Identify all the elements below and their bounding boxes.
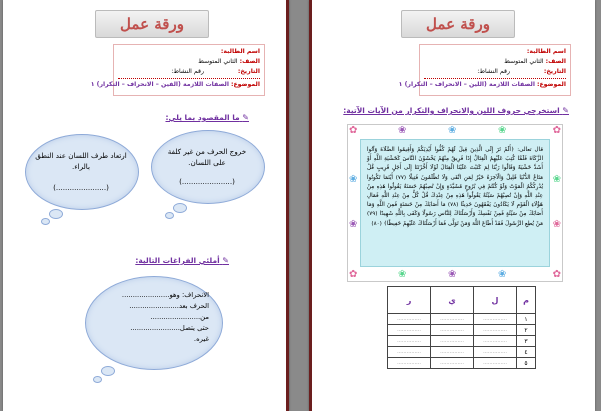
letters-table — [387, 286, 536, 369]
name-label: اسم الطالبة: — [526, 48, 566, 55]
worksheet-page-left — [3, 0, 289, 411]
verses-text: قال تعالى: ﴿أَلَمْ تَرَ إِلَى الَّذِينَ قِيلَ لَهُمْ كُفُّوا أَيْدِيَكُمْ وَأَقِيمُوا الصَّلَاةَ وَآتُوا الزَّكَاةَ فَلَمَّا كُتِبَ عَلَيْهِمُ الْقِتَالُ إِذَا فَرِيقٌ مِنْهُمْ يَخْشَوْنَ النَّاسَ كَخَشْيَةِ اللَّهِ أَوْ أَشَدَّ خَشْيَةً وَقَالُوا رَبَّنَا لِمَ كَتَبْتَ عَلَيْنَا الْقِتَالَ لَوْلَا أَخَّرْتَنَا إِلَى أَجَلٍ قَرِيبٍ قُلْ مَتَاعُ الدُّنْيَا قَلِيلٌ وَالْآخِرَةُ خَيْرٌ لِمَنِ اتَّقَى وَلَا تُظْلَمُونَ فَتِيلًا (٧٧) أَيْنَمَا تَكُونُوا يُدْرِكْكُمُ الْمَوْتُ وَلَوْ كُنْتُمْ فِي بُرُوجٍ مُشَيَّدَةٍ وَإِنْ تُصِبْهُمْ حَسَنَةٌ يَقُولُوا هَذِهِ مِنْ عِنْدِ اللَّهِ وَإِنْ تُصِبْهُمْ سَيِّئَةٌ يَقُولُوا هَذِهِ مِنْ عِنْدِكَ قُلْ كُلٌّ مِنْ عِنْدِ اللَّهِ فَمَالِ هَؤُلَاءِ الْقَوْمِ لَا يَكَادُونَ يَفْقَهُونَ حَدِيثًا (٧٨) مَا أَصَابَكَ مِنْ حَسَنَةٍ فَمِنَ اللَّهِ وَمَا أَصَابَكَ مِنْ سَيِّئَةٍ فَمِنْ نَفْسِكَ وَأَرْسَلْنَاكَ لِلنَّاسِ رَسُولًا وَكَفَى بِاللَّهِ شَهِيدًا (٧٩) مَنْ يُطِعِ الرَّسُولَ فَقَدْ أَطَاعَ اللَّهَ وَمَنْ تَوَلَّى فَمَا أَرْسَلْنَاكَ عَلَيْهِمْ حَفِيظًا﴾ (٨٠) — [367, 147, 543, 227]
grade-label: الصف: — [239, 58, 260, 65]
table-row: ١ ............... ............... ............... — [388, 314, 536, 325]
definition-left-blank: (......................) — [53, 183, 109, 192]
fill-line: حتى يتصل....................... — [130, 324, 209, 332]
verses-frame — [347, 124, 563, 282]
name-label: اسم الطالبة: — [220, 48, 260, 55]
table-row: ٥ ............... ............... ............... — [388, 358, 536, 369]
grade-value: الثاني المتوسط — [198, 58, 238, 65]
flower-icon: ✿ — [349, 269, 358, 280]
table-row: ٢ ............... ............... ............... — [388, 325, 536, 336]
fill-line: الانحراف: وهو...................... — [121, 291, 209, 299]
grade-label: الصف: — [545, 58, 566, 65]
page-border — [309, 0, 312, 411]
flower-icon: ✿ — [552, 269, 561, 280]
flower-icon: ❀ — [498, 269, 507, 280]
table-header: م — [517, 287, 536, 314]
cloud-bubble — [173, 203, 187, 213]
flower-icon: ❀ — [349, 219, 358, 230]
definition-left-text: ارتعاد طرف اللسان عند النطق بالراء. — [35, 151, 127, 171]
verses-box — [360, 139, 550, 267]
cloud-bubble — [165, 212, 174, 219]
definition-right-text: خروج الحرف من غير كلفة على اللسان. — [167, 147, 247, 167]
table-row: ٣ ............... ............... ............... — [388, 336, 536, 347]
page-title: ورقة عمل — [401, 10, 515, 38]
flower-icon: ❀ — [498, 125, 507, 136]
date-label: التاريخ: — [543, 68, 566, 75]
cloud-bubble — [49, 209, 63, 219]
page-border — [286, 0, 289, 411]
flower-icon: ✿ — [349, 125, 358, 136]
pencil-icon: ✎ — [222, 256, 229, 265]
activity-label: رقم النشاط: — [477, 68, 510, 75]
flower-icon: ❀ — [398, 125, 407, 136]
table-header: ر — [388, 287, 431, 314]
fill-line: الحرف بعد....................... — [129, 302, 209, 310]
flower-icon: ❀ — [349, 174, 358, 185]
page-title: ورقة عمل — [95, 10, 209, 38]
definition-right-blank: (......................) — [179, 177, 235, 186]
question-2-title: ✎ أملئي الفراغات التالية: — [135, 256, 229, 265]
table-row: ٤ ............... ............... ............... — [388, 347, 536, 358]
grade-value: الثاني المتوسط — [504, 58, 544, 65]
fill-blanks-lines — [99, 290, 209, 345]
cloud-bubble — [41, 218, 50, 225]
table-header: ي — [431, 287, 474, 314]
flower-icon: ❀ — [398, 269, 407, 280]
question-1-title: ✎ ما المقصود بما يلي: — [165, 113, 249, 122]
worksheet-page-right — [309, 0, 595, 411]
subject-label: الموضوع: — [230, 81, 260, 88]
flower-icon: ❀ — [552, 174, 561, 185]
cloud-bubble — [101, 366, 115, 376]
definition-cloud-left — [25, 134, 139, 210]
subject-value: الصفات اللازمة (الفين – الانحراف – التكرار) ١ — [90, 81, 229, 88]
subject-value: الصفات اللازمة (اللين – الانحراف – التكرار) ١ — [398, 81, 535, 88]
student-info-box — [90, 44, 265, 96]
question-title: ✎ استخرجي حروف اللين والانحراف والتكرار من الآيات الآتية: — [343, 106, 569, 115]
pencil-icon: ✎ — [242, 113, 249, 122]
flower-icon: ❀ — [552, 219, 561, 230]
activity-label: رقم النشاط: — [171, 68, 204, 75]
fill-line: من....................... — [150, 313, 209, 321]
cloud-bubble — [93, 376, 102, 383]
student-info-box — [398, 44, 571, 96]
pencil-icon: ✎ — [562, 106, 569, 115]
flower-icon: ❀ — [448, 125, 457, 136]
table-header: ل — [474, 287, 517, 314]
fill-line: غيره. — [193, 335, 209, 343]
flower-icon: ✿ — [552, 125, 561, 136]
flower-icon: ❀ — [448, 269, 457, 280]
subject-label: الموضوع: — [536, 81, 566, 88]
date-label: التاريخ: — [237, 68, 260, 75]
